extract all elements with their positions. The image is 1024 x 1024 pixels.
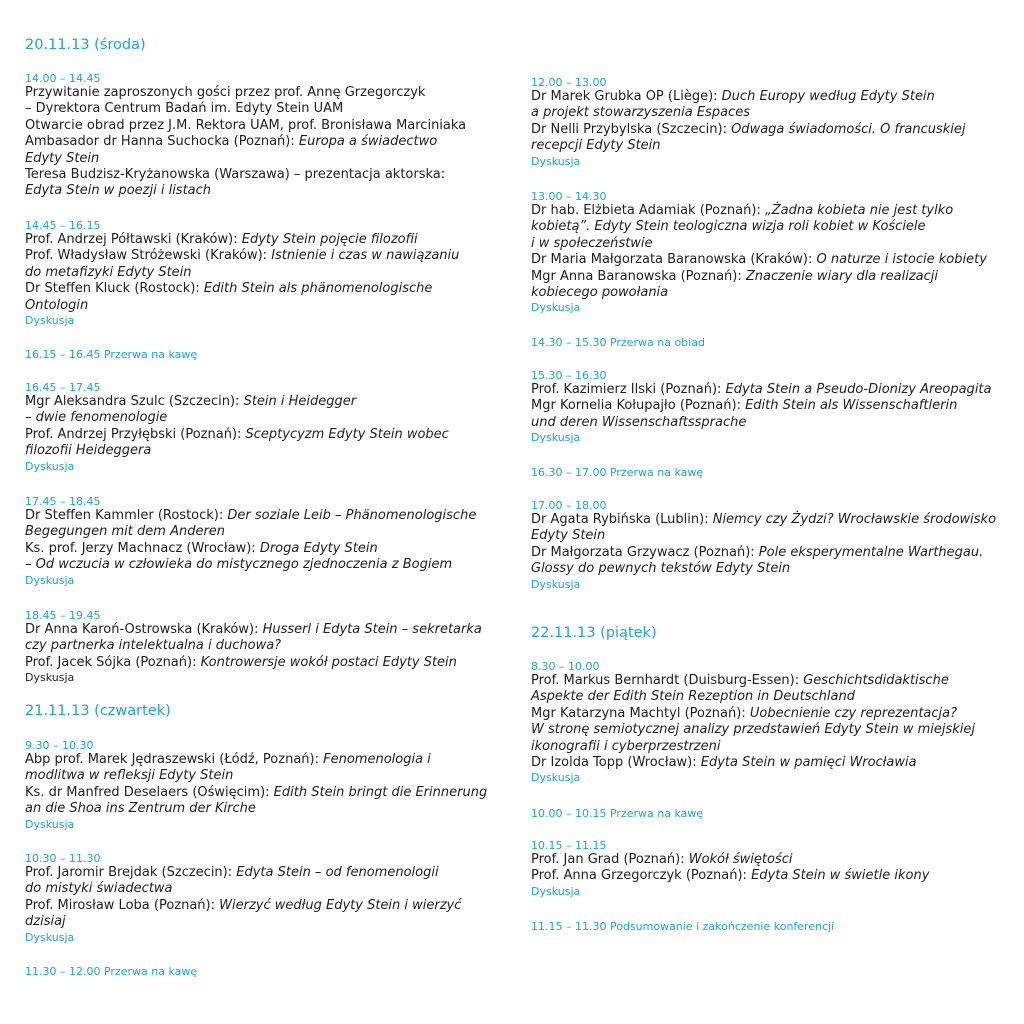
session-entries — [531, 89, 1011, 155]
entry-line — [25, 508, 505, 524]
talk-title: Droga Edyty Stein — [259, 540, 378, 556]
speaker: Ks. prof. Jerzy Machnacz (Wrocław): — [25, 540, 260, 556]
session-time: 14.45 – 16.15 — [25, 219, 101, 232]
speaker: Abp prof. Marek Jędraszewski (Łódź, Poznań): — [25, 752, 324, 767]
talk-title: Pole eksperymentalne Warthegau. — [758, 544, 984, 560]
session-entries — [25, 865, 505, 931]
talk-title: do metafizyki Edyty Stein — [25, 264, 192, 280]
talk-title: Edyta Stein a Pseudo-Dionizy Areopagita — [725, 382, 992, 397]
discussion-label: Dyskusja — [25, 314, 75, 328]
talk-title: Wokół świętości — [688, 852, 793, 867]
entry-line — [25, 752, 505, 768]
session-entries — [531, 203, 1011, 301]
speaker: Dr Agata Rybińska (Lublin): — [531, 512, 713, 527]
session-block — [531, 76, 1011, 169]
session-entries — [531, 512, 1011, 578]
speaker: Prof. Kazimierz Ilski (Poznań): — [531, 382, 726, 397]
discussion-label: Dyskusja — [531, 431, 581, 445]
discussion-label: Dyskusja — [531, 577, 581, 591]
talk-title: ikonografii i cyberprzestrzeni — [531, 738, 721, 754]
entry-line — [531, 138, 1011, 154]
talk-title: – dwie fenomenologie — [25, 410, 168, 426]
session-time: 13.00 – 14.30 — [531, 190, 607, 203]
entry-line — [531, 706, 1011, 722]
speaker: Prof. Andrzej Przyłębski (Poznań): — [25, 426, 246, 442]
talk-title: W stronę semiotycznej analizy przedstawień Edyty Stein w miejskiej — [531, 722, 976, 738]
entry-line: – Dyrektora Centrum Badań im. Edyty Stein UAM — [25, 101, 344, 117]
entry-line — [25, 134, 505, 150]
coffee-break: 16.30 – 17.00 Przerwa na kawę — [531, 466, 704, 479]
session-block — [531, 660, 1011, 785]
coffee-break: 11.30 – 12.00 Przerwa na kawę — [25, 965, 198, 978]
speaker: Prof. Władysław Stróżewski (Kraków): — [25, 248, 272, 264]
entry-line — [531, 561, 1011, 577]
day-heading-friday: 22.11.13 (piątek) — [531, 625, 657, 641]
talk-title: Aspekte der Edith Stein Rezeption in Deutschland — [531, 689, 855, 705]
entry-line — [25, 248, 505, 264]
speaker: Dr Małgorzata Grzywacz (Poznań): — [531, 544, 759, 560]
session-block — [531, 190, 1011, 315]
speaker: Mgr Katarzyna Machtyl (Poznań): — [531, 705, 750, 721]
entry-line — [531, 398, 1011, 414]
session-block — [25, 739, 505, 832]
session-time: 17.45 – 18.45 — [25, 495, 101, 508]
entry-line — [25, 865, 505, 881]
session-time: 10.15 – 11.15 — [531, 839, 607, 852]
talk-title: Der soziale Leib – Phänomenologische — [227, 508, 477, 523]
talk-title: Stein i Heidegger — [243, 394, 357, 409]
session-time: 10.30 – 11.30 — [25, 852, 101, 865]
talk-title: Wierzyć według Edyty Stein i wierzyć — [219, 897, 462, 913]
speaker: Prof. Jan Grad (Poznań): — [531, 852, 689, 867]
session-time: 15.30 – 16.30 — [531, 369, 607, 382]
talk-title: kobietą”. Edyty Stein teologiczna wizja roli kobiet w Kościele — [531, 219, 926, 235]
discussion-label: Dyskusja — [25, 671, 75, 685]
entry-line — [25, 232, 505, 248]
session-time: 8.30 – 10.00 — [531, 660, 600, 673]
talk-title: Kontrowersje wokół postaci Edyty Stein — [200, 654, 457, 670]
talk-title: Fenomenologia i — [323, 752, 431, 767]
session-time: 14.00 – 14.45 — [25, 72, 101, 85]
session-entries — [25, 394, 505, 460]
entry-line — [25, 151, 505, 167]
talk-title: filozofii Heideggera — [25, 443, 152, 459]
entry-line — [531, 219, 1011, 235]
talk-title: a projekt stowarzyszenia Espaces — [531, 105, 750, 121]
entry-line — [531, 89, 1011, 105]
talk-title: Husserl i Edyta Stein – sekretarka — [262, 622, 482, 637]
talk-title: Edith Stein als phänomenologische — [203, 281, 433, 297]
session-entries — [531, 673, 1011, 771]
entry-line — [25, 298, 505, 314]
entry-line — [531, 252, 1011, 268]
entry-line: Teresa Budzisz-Kryżanowska (Warszawa) – prezentacja aktorska: — [25, 167, 446, 183]
entry-line — [531, 269, 1011, 285]
session-time: 16.45 – 17.45 — [25, 381, 101, 394]
closing-session: 11.15 – 11.30 Podsumowanie i zakończenie konferencji — [531, 920, 835, 933]
talk-title: Edith Stein als Wissenschaftlerin — [745, 398, 958, 414]
coffee-break: 16.15 – 16.45 Przerwa na kawę — [25, 348, 198, 361]
talk-title: Edyta Stein w poezji i listach — [25, 183, 212, 199]
talk-title: an die Shoa ins Zentrum der Kirche — [25, 801, 256, 817]
entry-line — [531, 203, 1011, 219]
talk-title: Edyta Stein w świetle ikony — [751, 868, 930, 884]
speaker: Ambasador dr Hanna Suchocka (Poznań): — [25, 134, 299, 150]
talk-title: Europa a świadectwo — [298, 134, 438, 150]
talk-title: Odwaga świadomości. O francuskiej — [731, 121, 966, 137]
entry-line — [25, 183, 505, 199]
talk-title: kobiecego powołania — [531, 285, 669, 301]
talk-title: Edith Stein bringt die Erinnerung — [273, 784, 488, 800]
session-time: 18.45 – 19.45 — [25, 609, 101, 622]
entry-line — [25, 427, 505, 443]
entry-line — [531, 673, 1011, 689]
entry-line — [25, 410, 505, 426]
entry-line — [25, 785, 505, 801]
entry-line — [25, 638, 505, 654]
entry-line — [531, 285, 1011, 301]
talk-title: Sceptycyzm Edyty Stein wobec — [245, 426, 449, 442]
speaker: Prof. Andrzej Półtawski (Kraków): — [25, 232, 242, 247]
entry-line — [531, 739, 1011, 755]
session-time: 9.30 – 10.30 — [25, 739, 94, 752]
entry-line — [531, 512, 1011, 528]
talk-title: Niemcy czy Żydzi? Wrocławskie środowisko — [712, 512, 997, 527]
session-block — [531, 499, 1011, 592]
entry-line — [25, 443, 505, 459]
session-block — [25, 219, 505, 328]
session-entries — [25, 752, 505, 818]
talk-title: Edyta Stein – od fenomenologii — [236, 865, 439, 880]
session-entries — [25, 622, 505, 671]
entry-line — [25, 394, 505, 410]
talk-title: dzisiaj — [25, 914, 66, 930]
session-block — [25, 609, 505, 685]
speaker: Mgr Aleksandra Szulc (Szczecin): — [25, 394, 244, 409]
speaker: Dr Steffen Kammler (Rostock): — [25, 508, 228, 523]
speaker: Mgr Kornelia Kołupajło (Poznań): — [531, 398, 746, 414]
entry-line — [25, 541, 505, 557]
talk-title: – Od wczucia w człowieka do mistycznego zjednoczenia z Bogiem — [25, 557, 453, 573]
entry-line — [25, 524, 505, 540]
entry-line — [25, 265, 505, 281]
day-heading-wednesday: 20.11.13 (środa) — [25, 37, 146, 53]
session-block — [25, 381, 505, 474]
talk-title: Uobecnienie czy reprezentacja? — [749, 705, 958, 721]
entry-line — [531, 755, 1011, 771]
entry-line — [531, 415, 1011, 431]
speaker: Mgr Anna Baranowska (Poznań): — [531, 268, 746, 284]
session-entries — [531, 382, 1011, 431]
talk-title: Glossy do pewnych tekstów Edyty Stein — [531, 561, 791, 577]
session-block — [531, 369, 1011, 445]
entry-line — [25, 881, 505, 897]
entry-line — [531, 528, 1011, 544]
discussion-label: Dyskusja — [25, 930, 75, 944]
talk-title: O naturze i istocie kobiety — [816, 252, 987, 268]
coffee-break: 10.00 – 10.15 Przerwa na kawę — [531, 807, 704, 820]
talk-title: i w społeczeństwie — [531, 235, 653, 251]
entry-line — [531, 722, 1011, 738]
speaker: Prof. Mirosław Loba (Poznań): — [25, 897, 220, 913]
entry-line — [25, 914, 505, 930]
speaker: Prof. Anna Grzegorczyk (Poznań): — [531, 868, 752, 884]
speaker: Dr Steffen Kluck (Rostock): — [25, 281, 204, 297]
session-time: 12.00 – 13.00 — [531, 76, 607, 89]
speaker: Dr Maria Małgorzata Baranowska (Kraków): — [531, 252, 817, 268]
talk-title: recepcji Edyty Stein — [531, 138, 661, 154]
entry-line — [531, 545, 1011, 561]
speaker: Dr Anna Karoń-Ostrowska (Kraków): — [25, 622, 263, 637]
discussion-label: Dyskusja — [25, 459, 75, 473]
talk-title: Istnienie i czas w nawiązaniu — [271, 248, 460, 264]
talk-title: Geschichtsdidaktische — [803, 673, 949, 688]
speaker: Dr Nelli Przybylska (Szczecin): — [531, 121, 732, 137]
talk-title: Edyty Stein — [531, 528, 606, 544]
discussion-label: Dyskusja — [25, 573, 75, 587]
entry-line — [531, 689, 1011, 705]
entry-line — [25, 768, 505, 784]
session-block — [25, 72, 505, 200]
session-block — [25, 852, 505, 945]
entry-line — [531, 105, 1011, 121]
session-entries — [25, 85, 505, 200]
session-block — [25, 495, 505, 588]
talk-title: Duch Europy według Edyty Stein — [721, 89, 935, 104]
lunch-break: 14.30 – 15.30 Przerwa na obiad — [531, 336, 705, 349]
talk-title: Edyty Stein — [25, 150, 100, 166]
talk-title: Ontologin — [25, 297, 89, 313]
speaker: Prof. Markus Bernhardt (Duisburg-Essen): — [531, 673, 804, 688]
entry-line — [531, 382, 1011, 398]
entry-line — [25, 557, 505, 573]
entry-line — [531, 868, 1011, 884]
session-block — [531, 839, 1011, 899]
discussion-label: Dyskusja — [531, 301, 581, 315]
speaker: Dr Marek Grubka OP (Liège): — [531, 89, 722, 104]
entry-line — [25, 281, 505, 297]
entry-line — [25, 801, 505, 817]
entry-line — [531, 236, 1011, 252]
entry-line: Otwarcie obrad przez J.M. Rektora UAM, prof. Bronisława Marciniaka — [25, 117, 467, 133]
talk-title: czy partnerka intelektualna i duchowa? — [25, 638, 282, 654]
speaker: Ks. dr Manfred Deselaers (Oświęcim): — [25, 784, 274, 800]
speaker: Prof. Jacek Sójka (Poznań): — [25, 654, 201, 670]
talk-title: Edyta Stein w pamięci Wrocławia — [700, 755, 917, 771]
day-heading-thursday: 21.11.13 (czwartek) — [25, 703, 171, 719]
talk-title: Begegungen mit dem Anderen — [25, 524, 226, 540]
entry-line — [25, 622, 505, 638]
discussion-label: Dyskusja — [531, 884, 581, 898]
talk-title: do mistyki świadectwa — [25, 881, 173, 897]
talk-title: Edyty Stein pojęcie filozofii — [241, 232, 418, 247]
entry-line — [531, 122, 1011, 138]
entry-line: Przywitanie zaproszonych gości przez prof. Annę Grzegorczyk — [25, 85, 426, 100]
entry-line — [25, 898, 505, 914]
talk-title: und deren Wissenschaftssprache — [531, 414, 747, 430]
talk-title: modlitwa w refleksji Edyty Stein — [25, 768, 234, 784]
session-entries — [25, 232, 505, 314]
speaker: Dr hab. Elżbieta Adamiak (Poznań): — [531, 203, 765, 218]
discussion-label: Dyskusja — [531, 771, 581, 785]
entry-line — [25, 655, 505, 671]
talk-title: Znaczenie wiary dla realizacji — [745, 268, 938, 284]
session-entries — [531, 852, 1011, 885]
session-entries — [25, 508, 505, 574]
discussion-label: Dyskusja — [531, 154, 581, 168]
discussion-label: Dyskusja — [25, 817, 75, 831]
speaker: Dr Izolda Topp (Wrocław): — [531, 755, 701, 771]
session-time: 17.00 – 18.00 — [531, 499, 607, 512]
speaker: Prof. Jaromir Brejdak (Szczecin): — [25, 865, 237, 880]
entry-line — [531, 852, 1011, 868]
talk-title: „Żadna kobieta nie jest tylko — [764, 203, 954, 218]
